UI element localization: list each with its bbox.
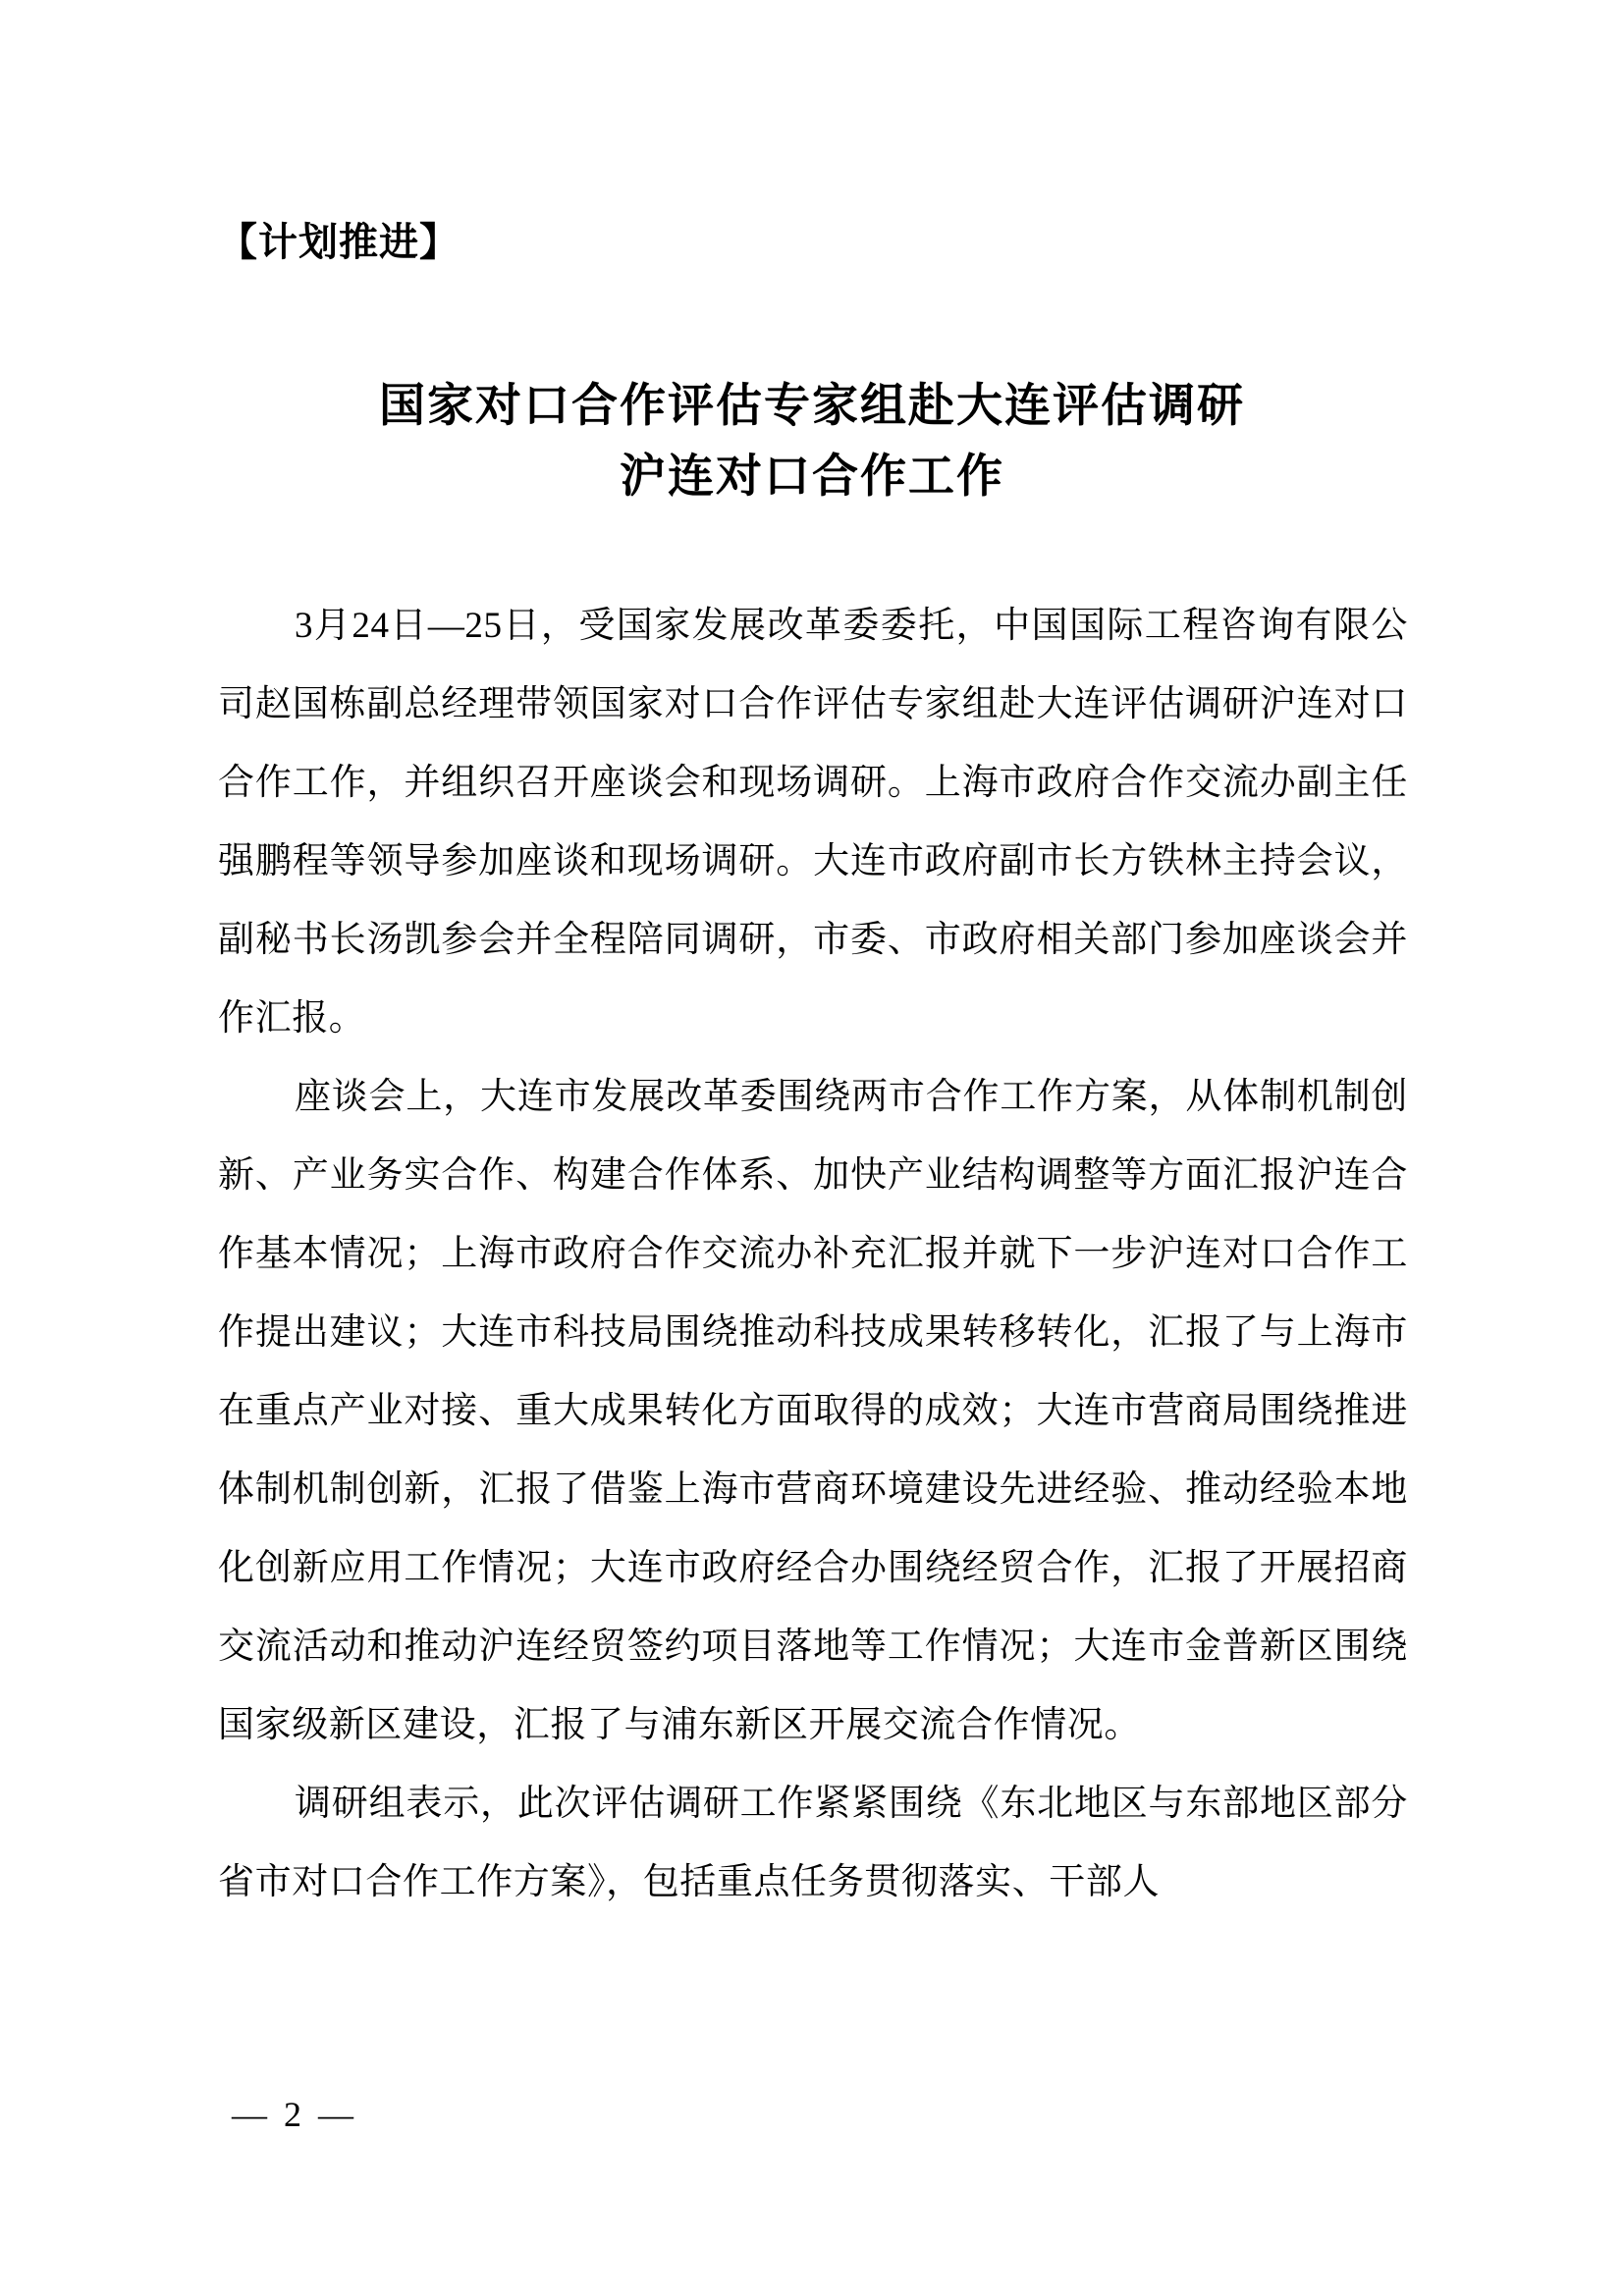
- page-title-line-1: 国家对口合作评估专家组赴大连评估调研: [379, 381, 1245, 432]
- page-number: — 2 —: [232, 2095, 357, 2134]
- body-paragraph: 3月24日—25日，受国家发展改革委委托，中国国际工程咨询有限公司赵国栋副总经理带领国家对口合作评估专家组赴大连评估调研沪连对口合作工作，并组织召开座谈会和现场调研。上海市政府合作交流办副主任强鹏程等领导参加座谈和现场调研。大连市政府副市长方铁林主持会议，副秘书长汤凯参会并全程陪同调研，市委、市政府相关部门参加座谈会并作汇报。: [218, 606, 1408, 1039]
- body-paragraph: 调研组表示，此次评估调研工作紧紧围绕《东北地区与东部地区部分省市对口合作工作方案》，包括重点任务贯彻落实、干部人: [218, 1784, 1408, 1902]
- page-title: [218, 371, 1406, 512]
- body-paragraph: 座谈会上，大连市发展改革委围绕两市合作工作方案，从体制机制创新、产业务实合作、构建合作体系、加快产业结构调整等方面汇报沪连合作基本情况；上海市政府合作交流办补充汇报并就下一步沪连对口合作工作提出建议；大连市科技局围绕推动科技成果转移转化，汇报了与上海市在重点产业对接、重大成果转化方面取得的成效；大连市营商局围绕推进体制机制创新，汇报了借鉴上海市营商环境建设先进经验、推动经验本地化创新应用工作情况；大连市政府经合办围绕经贸合作，汇报了开展招商交流活动和推动沪连经贸签约项目落地等工作情况；大连市金普新区围绕国家级新区建设，汇报了与浦东新区开展交流合作情况。: [218, 1077, 1408, 1745]
- section-header: 【计划推进】: [218, 220, 460, 265]
- page-title-line-2: 沪连对口合作工作: [620, 452, 1004, 503]
- document-body: [218, 587, 1408, 1922]
